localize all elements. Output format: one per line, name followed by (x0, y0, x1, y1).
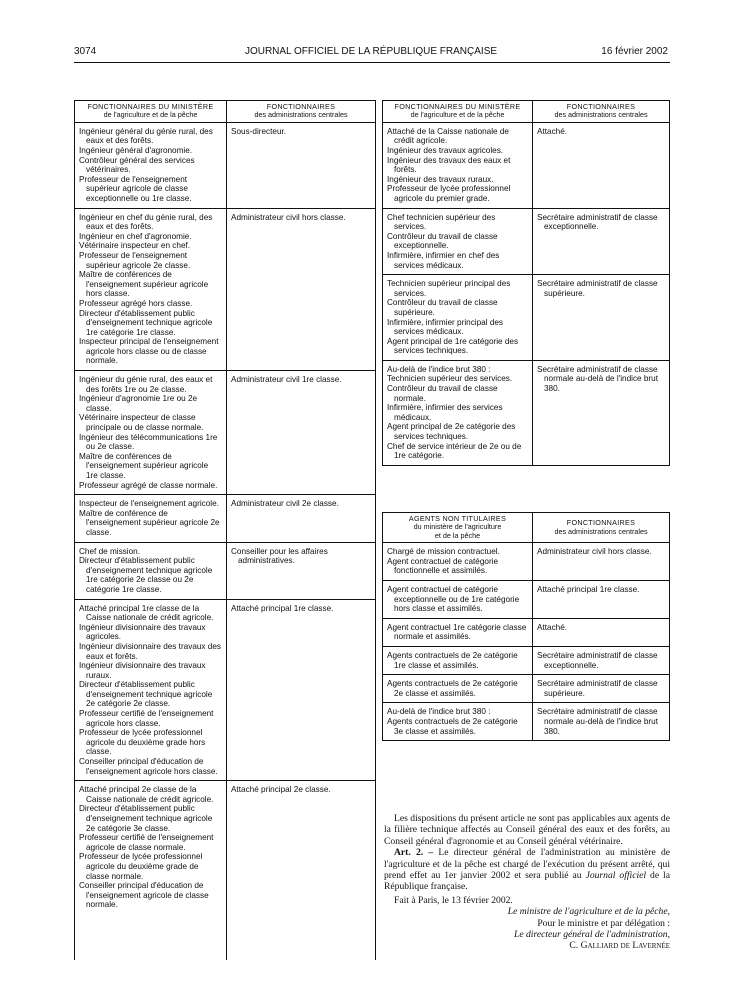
grade-line: Agents contractuels de 2e catégorie 3e classe et assimilés. (387, 716, 518, 736)
table-row (75, 599, 376, 781)
grade-line: Professeur agrégé de classe normale. (79, 480, 218, 490)
article-2-body: Le directeur général de l'administration au ministère de l'agriculture et de la pêche est chargé de l'exécution du présent arrêté, qui prend effet au 1er janvier 2002 et sera publié au (384, 847, 670, 882)
grade-central (227, 495, 376, 542)
header-line: FONCTIONNAIRES (266, 102, 336, 111)
grade-ministry (75, 599, 227, 781)
article-text (384, 813, 670, 952)
grade-line: Technicien supérieur principal des services. (387, 279, 511, 298)
grade-central (227, 208, 376, 371)
column-header-ministry (383, 101, 533, 123)
grade-line: Infirmière, infirmier en chef des services médicaux. (387, 250, 500, 270)
grade-line: Au-delà de l'indice brut 380 : (387, 707, 491, 717)
column-header-central (533, 513, 670, 543)
grade-line: Agent principal de 2e catégorie des services techniques. (387, 422, 516, 442)
grade-central (227, 781, 376, 960)
article-2-label: Art. 2. – (394, 847, 434, 859)
equivalence-table-left (74, 100, 376, 960)
header-line: AGENTS NON TITULAIRES (408, 514, 507, 523)
table-row (383, 646, 670, 674)
equivalence-table-right-top (382, 100, 670, 466)
grade-central (533, 275, 670, 361)
equivalent-grade: Attaché principal 2e classe. (231, 785, 331, 795)
grade-line: Directeur d'établissement public d'enseignement technique agricole 2e catégorie 2e classe. (79, 680, 213, 709)
journal-reference: Journal officiel (585, 870, 647, 882)
grade-ministry (75, 542, 227, 599)
grade-ministry (383, 275, 533, 361)
grade-ministry (75, 495, 227, 542)
equivalent-grade: Administrateur civil 2e classe. (231, 499, 339, 509)
grade-line: Directeur d'établissement public d'enseignement technique agricole 2e catégorie 3e classe. (79, 804, 213, 833)
header-line: des administrations centrales (554, 110, 648, 120)
header-line: des administrations centrales (554, 526, 648, 536)
grade-ministry (383, 122, 533, 208)
grade-central (533, 360, 670, 465)
grade-ministry (75, 208, 227, 371)
grade-ministry (383, 618, 533, 646)
header-line: et de la pêche (434, 530, 481, 540)
header-line: FONCTIONNAIRES (566, 102, 636, 111)
header-line: du ministère de l'agriculture (413, 522, 502, 532)
header-line: FONCTIONNAIRES DU MINISTÈRE (87, 102, 214, 111)
table-row (383, 122, 670, 208)
grade-line: Ingénieur en chef du génie rural, des eaux et des forêts. (79, 212, 213, 232)
table-row (383, 543, 670, 581)
grade-line: Vétérinaire inspecteur en chef. (79, 241, 191, 251)
grade-central (533, 675, 670, 703)
grade-line: Professeur certifié de l'enseignement agricole hors classe. (79, 709, 214, 728)
grade-ministry (75, 781, 227, 960)
column-header-central (533, 101, 670, 123)
grade-line: Vétérinaire inspecteur de classe principale ou de classe normale. (79, 413, 204, 433)
equivalent-grade: Secrétaire administratif de classe supérieure. (537, 279, 658, 298)
table-header-row (75, 101, 376, 123)
grade-line: Professeur de l'enseignement supérieur agricole de classe exceptionnelle ou 1re classe. (79, 174, 192, 203)
grade-line: Agent principal de 1re catégorie des services techniques. (387, 336, 519, 356)
grade-ministry (75, 122, 227, 208)
table-row (75, 371, 376, 495)
grade-central (227, 371, 376, 495)
grade-ministry (383, 646, 533, 674)
signature-date: Fait à Paris, le 13 février 2002. (394, 894, 513, 906)
grade-line: Contrôleur du travail de classe supérieure. (387, 298, 498, 317)
grade-line: Professeur certifié de l'enseignement agricole de classe normale. (79, 833, 214, 852)
grade-line: Ingénieur des télécommunications 1re ou 2e classe. (79, 432, 218, 452)
equivalent-grade: Conseiller pour les affaires administratives. (231, 546, 328, 566)
column-header-central (227, 101, 376, 123)
table-row (75, 781, 376, 960)
header-line: de l'agriculture et de la pêche (103, 110, 198, 120)
grade-line: Inspecteur principal de l'enseignement agricole hors classe ou de classe normale. (79, 337, 219, 366)
grade-line: Infirmière, infirmier des services médicaux. (387, 403, 503, 422)
journal-title: JOURNAL OFFICIEL DE LA RÉPUBLIQUE FRANÇAISE (244, 46, 498, 57)
table-row (383, 275, 670, 361)
grade-line: Professeur de lycée professionnel agricole du deuxième grade de classe normale. (79, 852, 203, 881)
grade-line: Inspecteur de l'enseignement agricole. (79, 499, 219, 509)
grade-line: Ingénieur des travaux des eaux et forêts. (387, 155, 511, 175)
equivalent-grade: Secrétaire administratif de classe normale au-delà de l'indice brut 380. (537, 707, 658, 736)
grade-line: Professeur de lycée professionnel agricole du deuxième grade hors classe. (79, 728, 206, 757)
grade-line: Ingénieur en chef d'agronomie. (79, 231, 192, 241)
grade-central (533, 208, 670, 275)
grade-line: Attaché de la Caisse nationale de crédit agricole. (387, 126, 509, 146)
grade-line: Ingénieur général d'agronomie. (79, 146, 193, 155)
grade-line: Attaché principal 2e classe de la Caisse nationale de crédit agricole. (79, 785, 214, 804)
grade-line: Ingénieur divisionnaire des travaux ruraux. (79, 661, 206, 680)
grade-line: Conseiller principal d'éducation de l'enseignement agricole de classe normale. (79, 881, 209, 910)
grade-line: Maître de conférences de l'enseignement supérieur agricole hors classe. (79, 270, 209, 299)
grade-central (533, 703, 670, 741)
issue-date: 16 février 2002 (601, 46, 668, 57)
equivalent-grade: Administrateur civil hors classe. (231, 212, 346, 222)
grade-ministry (383, 581, 533, 619)
grade-line: Agent contractuel de catégorie fonctionnelle et assimilés. (387, 556, 499, 576)
column-header-ministry (383, 513, 533, 543)
grade-line: Contrôleur du travail de classe exceptionnelle. (387, 231, 498, 251)
signatory-name: C. Galliard de Lavernée (569, 940, 670, 952)
table-row (383, 581, 670, 619)
table-row (75, 208, 376, 371)
article-2-paragraph (384, 847, 670, 893)
grade-line: Agents contractuels de 2e catégorie 2e classe et assimilés. (387, 679, 518, 698)
grade-ministry (383, 675, 533, 703)
grade-line: Professeur agrégé hors classe. (79, 298, 193, 308)
header-line: FONCTIONNAIRES DU MINISTÈRE (394, 102, 521, 111)
grade-line: Ingénieur divisionnaire des travaux agricoles. (79, 622, 206, 642)
grade-central (227, 542, 376, 599)
grade-ministry (383, 543, 533, 581)
grade-line: Professeur de lycée professionnel agricole du premier grade. (387, 184, 511, 203)
grade-line: Agent contractuel 1re catégorie classe normale et assimilés. (387, 622, 527, 642)
table-header-row (383, 513, 670, 543)
table-header-row (383, 101, 670, 123)
grade-line: Chef technicien supérieur des services. (387, 212, 496, 232)
grade-line: Agents contractuels de 2e catégorie 1re classe et assimilés. (387, 650, 518, 670)
grade-line: Chef de service intérieur de 2e ou de 1re catégorie. (387, 441, 522, 461)
grade-line: Directeur d'établissement public d'enseignement technique agricole 1re catégorie 2e classe ou 2e catégorie 1re classe. (79, 556, 213, 594)
table-row (383, 360, 670, 465)
equivalent-grade: Administrateur civil hors classe. (537, 547, 652, 557)
column-header-ministry (75, 101, 227, 123)
table-row (383, 675, 670, 703)
grade-central (533, 122, 670, 208)
article-2-end: de la République française. (384, 870, 670, 893)
grade-line: Chef de mission. (79, 546, 140, 556)
grade-line: Maître de conférence de l'enseignement supérieur agricole 2e classe. (79, 508, 220, 537)
grade-central (227, 599, 376, 781)
table-row (75, 495, 376, 542)
equivalent-grade: Administrateur civil 1re classe. (231, 375, 342, 385)
equivalent-grade: Sous-directeur. (231, 126, 287, 136)
signatory-delegation: Pour le ministre et par délégation : (537, 917, 670, 929)
grade-line: Attaché principal 1re classe de la Caisse nationale de crédit agricole. (79, 603, 214, 623)
equivalent-grade: Attaché. (537, 622, 568, 632)
grade-line: Infirmière, infirmier principal des services médicaux. (387, 317, 504, 337)
grade-ministry (75, 371, 227, 495)
grade-central (533, 543, 670, 581)
equivalent-grade: Secrétaire administratif de classe supérieure. (537, 679, 658, 698)
grade-ministry (383, 208, 533, 275)
grade-line: Ingénieur général du génie rural, des eaux et des forêts. (79, 126, 213, 146)
grade-line: Contrôleur du travail de classe normale. (387, 384, 498, 403)
equivalent-grade: Secrétaire administratif de classe exceptionnelle. (537, 212, 658, 232)
grade-line: Maître de conférences de l'enseignement supérieur agricole 1re classe. (79, 451, 209, 480)
equivalent-grade: Secrétaire administratif de classe exceptionnelle. (537, 650, 658, 670)
table-row (383, 208, 670, 275)
grade-line: Chargé de mission contractuel. (387, 547, 500, 557)
equivalent-grade: Secrétaire administratif de classe normale au-delà de l'indice brut 380. (537, 364, 658, 394)
grade-line: Technicien supérieur des services. (387, 374, 513, 384)
page-header (74, 46, 668, 60)
grade-line: Ingénieur des travaux ruraux. (387, 174, 494, 184)
grade-line: Professeur de l'enseignement supérieur agricole 2e classe. (79, 250, 191, 270)
equivalence-table-right-bottom (382, 512, 670, 741)
grade-line: Ingénieur du génie rural, des eaux et des forêts 1re ou 2e classe. (79, 375, 213, 394)
equivalent-grade: Attaché principal 1re classe. (231, 603, 334, 613)
grade-central (533, 581, 670, 619)
grade-central (227, 122, 376, 208)
header-rule (74, 62, 670, 63)
grade-line: Ingénieur des travaux agricoles. (387, 146, 504, 155)
grade-central (533, 646, 670, 674)
header-line: FONCTIONNAIRES (566, 518, 636, 528)
header-line: des administrations centrales (254, 110, 348, 120)
grade-ministry (383, 703, 533, 741)
grade-ministry (383, 360, 533, 465)
grade-line: Au-delà de l'indice brut 380 : (387, 364, 491, 374)
grade-line: Ingénieur divisionnaire des travaux des eaux et forêts. (79, 641, 222, 661)
grade-line: Directeur d'établissement public d'enseignement technique agricole 1re catégorie 1re classe. (79, 308, 213, 337)
grade-line: Conseiller principal d'éducation de l'enseignement agricole hors classe. (79, 757, 218, 776)
article-1-paragraph: Les dispositions du présent article ne sont pas applicables aux agents de la filière technique affectés au Conseil général des eaux et des forêts, au Conseil général d'agronomie et au Conseil général vétérinaire. (384, 813, 670, 847)
signatory-minister: Le ministre de l'agriculture et de la pêche, (507, 906, 670, 918)
grade-line: Agent contractuel de catégorie exceptionnelle ou de 1re catégorie hors classe et assimilés. (387, 585, 520, 614)
table-row (383, 618, 670, 646)
grade-central (533, 618, 670, 646)
signatory-director: Le directeur général de l'administration, (514, 929, 670, 941)
table-row (75, 122, 376, 208)
equivalent-grade: Attaché principal 1re classe. (537, 585, 640, 594)
header-line: de l'agriculture et de la pêche (410, 110, 505, 120)
grade-line: Contrôleur général des services vétérinaires. (79, 155, 195, 175)
page-number: 3074 (74, 46, 97, 57)
grade-line: Ingénieur d'agronomie 1re ou 2e classe. (79, 394, 198, 413)
table-row (383, 703, 670, 741)
table-row (75, 542, 376, 599)
equivalent-grade: Attaché. (537, 126, 568, 136)
